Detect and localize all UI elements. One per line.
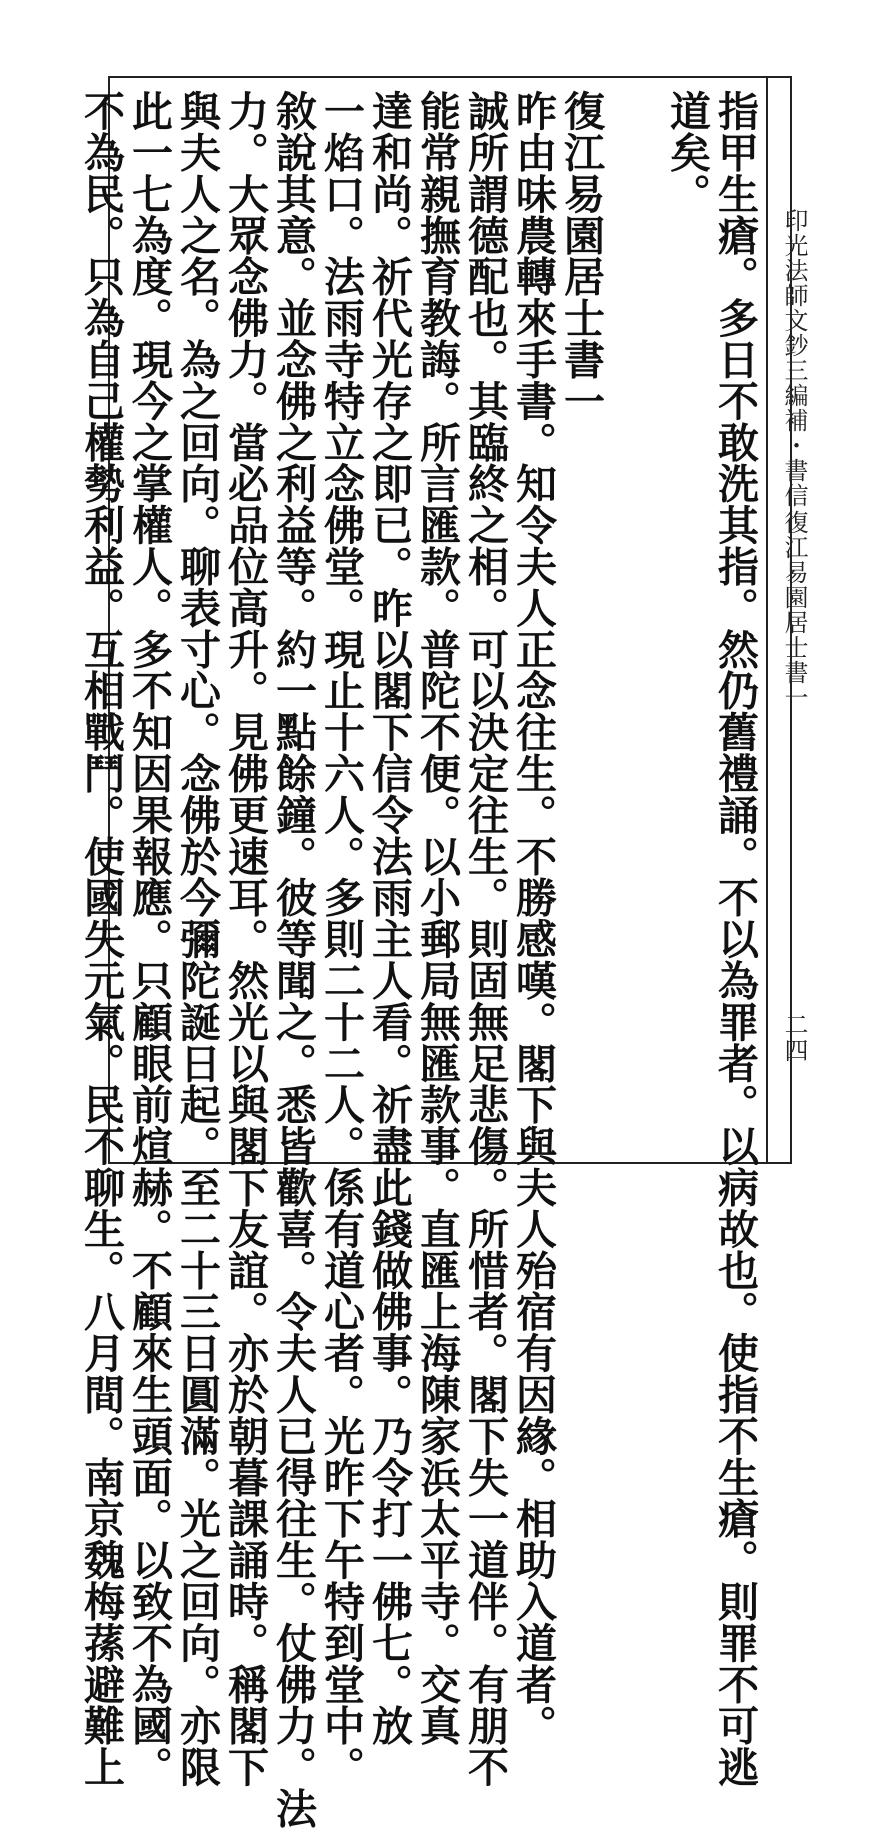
text-column: 力。大眾念佛力。當必品位高升。見佛更速耳。然光以與閣下友誼。亦於朝暮課誦時。稱閣下	[221, 90, 269, 1788]
text-column: 不為民。只為自己權勢利益。互相戰鬥。使國失元氣。民不聊生。八月間。南京魏梅蓀避難上	[77, 90, 125, 1788]
text-column: 能常親撫育教誨。所言匯款。普陀不便。以小郵局無匯款事。直匯上海陳家浜太平寺。交真	[413, 90, 461, 1746]
text-column: 昨由味農轉來手書。知令夫人正念往生。不勝感嘆。閣下與夫人殆宿有因緣。相助入道者。	[509, 90, 557, 1746]
section-title: 復江易園居士書一	[780, 510, 808, 710]
text-column: 敘說其意。並念佛之利益等。約一點餘鐘。彼等聞之。悉皆歡喜。令夫人已得往生。仗佛力。法	[269, 90, 317, 1829]
running-title: 印光法師文鈔三編補・書信	[780, 208, 808, 508]
page-number: 二四	[780, 1012, 808, 1064]
text-column: 誠所謂德配也。其臨終之相。可以決定往生。則固無足悲傷。所惜者。閣下失一道伴。有朋不	[461, 90, 509, 1788]
text-column: 達和尚。祈代光存之即已。昨以閣下信令法雨主人看。祈盡此錢做佛事。乃令打一佛七。放	[365, 90, 413, 1746]
header-rule	[766, 76, 768, 1164]
text-column: 道矣。	[663, 90, 711, 215]
text-column: 一焰口。法雨寺特立念佛堂。現止十六人。多則二十二人。係有道心者。光昨下午特到堂中。	[317, 90, 365, 1788]
text-column: 與夫人之名。為之回向。聊表寸心。念佛於今彌陀誕日起。至二十三日圓滿。光之回向。亦限	[173, 90, 221, 1788]
body-text	[77, 90, 759, 1829]
text-column: 指甲生瘡。多日不敢洗其指。然仍舊禮誦。不以為罪者。以病故也。使指不生瘡。則罪不可逃	[711, 90, 759, 1788]
text-column: 此一七為度。現今之掌權人。多不知因果報應。只顧眼前煊赫。不顧來生頭面。以致不為國。	[125, 90, 173, 1788]
letter-title: 復江易園居士書一	[557, 90, 605, 422]
